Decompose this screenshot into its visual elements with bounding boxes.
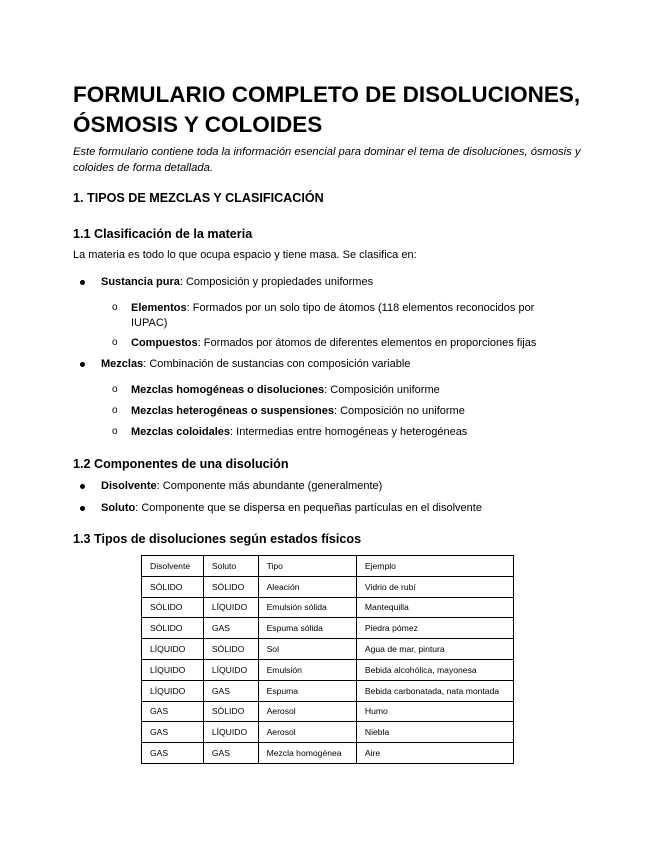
- term: Soluto: [101, 502, 136, 514]
- circle-bullet-icon: o: [112, 426, 118, 437]
- table-cell: SÓLIDO: [142, 597, 204, 618]
- table-cell: SÓLIDO: [203, 639, 258, 660]
- table-row: [142, 576, 514, 597]
- disoluciones-table: [141, 555, 514, 764]
- table-cell: GAS: [203, 618, 258, 639]
- section-1-heading: 1. TIPOS DE MEZCLAS Y CLASIFICACIÓN: [73, 191, 324, 205]
- table-cell: GAS: [142, 722, 204, 743]
- document-title: FORMULARIO COMPLETO DE DISOLUCIONES, ÓSMOSIS Y COLOIDES: [73, 82, 581, 137]
- list-item-mezclas: [101, 357, 581, 372]
- bullet-icon: [80, 506, 85, 511]
- header-cell: Soluto: [203, 556, 258, 577]
- subsection-1-3-heading: 1.3 Tipos de disoluciones según estados físicos: [73, 532, 362, 546]
- table-cell: SÓLIDO: [203, 576, 258, 597]
- table-row: [142, 680, 514, 701]
- table-cell: LÍQUIDO: [142, 680, 204, 701]
- table-row: [142, 722, 514, 743]
- table-row: [142, 659, 514, 680]
- table-cell: LÍQUIDO: [203, 722, 258, 743]
- table-header-row: [142, 556, 514, 577]
- table-row: [142, 597, 514, 618]
- table-cell: Mezcla homogénea: [258, 743, 356, 764]
- description: : Composición y propiedades uniformes: [179, 276, 374, 288]
- table-cell: Emulsión sólida: [258, 597, 356, 618]
- intro-paragraph: Este formulario contiene toda la información esencial para dominar el tema de disoluciones, ósmosis y coloides de forma detallada.: [73, 146, 581, 174]
- materia-paragraph: La materia es todo lo que ocupa espacio y tiene masa. Se clasifica en:: [73, 249, 417, 261]
- table-cell: Mantequilla: [356, 597, 513, 618]
- list-item-compuestos: [131, 336, 571, 351]
- table-cell: LÍQUIDO: [142, 659, 204, 680]
- table-cell: Emulsión: [258, 659, 356, 680]
- term: Sustancia pura: [101, 276, 180, 288]
- description: : Componente más abundante (generalmente): [156, 480, 383, 492]
- table-cell: Agua de mar, pintura: [356, 639, 513, 660]
- term: Mezclas heterogéneas o suspensiones: [131, 405, 334, 417]
- header-cell: Tipo: [258, 556, 356, 577]
- table-row: [142, 639, 514, 660]
- list-item-coloidales: [131, 425, 571, 440]
- table-cell: SÓLIDO: [203, 701, 258, 722]
- header-cell: Disolvente: [142, 556, 204, 577]
- description: : Combinación de sustancias con composición variable: [143, 358, 411, 370]
- term: Disolvente: [101, 480, 157, 492]
- circle-bullet-icon: o: [112, 384, 118, 395]
- circle-bullet-icon: o: [112, 405, 118, 416]
- table-cell: Sol: [258, 639, 356, 660]
- list-item-heterogeneas: [131, 404, 571, 419]
- table-cell: Piedra pómez: [356, 618, 513, 639]
- table-cell: SÓLIDO: [142, 576, 204, 597]
- table-cell: Vidrio de rubí: [356, 576, 513, 597]
- list-item-sustancia-pura: [101, 275, 581, 290]
- table-cell: GAS: [203, 680, 258, 701]
- table-cell: Aerosol: [258, 722, 356, 743]
- description: : Formados por un solo tipo de átomos (118 elementos reconocidos por IUPAC): [131, 302, 535, 329]
- list-item-disolvente: [101, 479, 581, 494]
- table-cell: Aleación: [258, 576, 356, 597]
- table-cell: Bebida carbonatada, nata montada: [356, 680, 513, 701]
- table-cell: Humo: [356, 701, 513, 722]
- table-cell: GAS: [142, 743, 204, 764]
- subsection-1-2-heading: 1.2 Componentes de una disolución: [73, 457, 289, 471]
- description: : Formados por átomos de diferentes elementos en proporciones fijas: [197, 337, 537, 349]
- term: Elementos: [131, 302, 187, 314]
- table-cell: Espuma: [258, 680, 356, 701]
- term: Mezclas coloidales: [131, 426, 231, 438]
- list-item-homogeneas: [131, 383, 571, 398]
- bullet-icon: [80, 362, 85, 367]
- table-cell: GAS: [142, 701, 204, 722]
- table-row: [142, 618, 514, 639]
- table-cell: Aerosol: [258, 701, 356, 722]
- table-cell: LÍQUIDO: [142, 639, 204, 660]
- bullet-icon: [80, 484, 85, 489]
- table-cell: GAS: [203, 743, 258, 764]
- term: Mezclas homogéneas o disoluciones: [131, 384, 325, 396]
- header-cell: Ejemplo: [356, 556, 513, 577]
- description: : Componente que se dispersa en pequeñas partículas en el disolvente: [135, 502, 482, 514]
- table-cell: Aire: [356, 743, 513, 764]
- table-cell: Espuma sólida: [258, 618, 356, 639]
- bullet-icon: [80, 280, 85, 285]
- subsection-1-1-heading: 1.1 Clasificación de la materia: [73, 227, 253, 241]
- description: : Composición no uniforme: [333, 405, 465, 417]
- term: Mezclas: [101, 358, 144, 370]
- circle-bullet-icon: o: [112, 337, 118, 348]
- list-item-soluto: [101, 501, 581, 516]
- table-cell: Niebla: [356, 722, 513, 743]
- table-cell: LÍQUIDO: [203, 659, 258, 680]
- table-cell: Bebida alcohólica, mayonesa: [356, 659, 513, 680]
- table-row: [142, 701, 514, 722]
- table-row: [142, 743, 514, 764]
- list-item-elementos: [131, 301, 571, 331]
- table-cell: SÓLIDO: [142, 618, 204, 639]
- circle-bullet-icon: o: [112, 302, 118, 313]
- description: : Composición uniforme: [324, 384, 440, 396]
- table-cell: LÍQUIDO: [203, 597, 258, 618]
- description: : Intermedias entre homogéneas y heterogéneas: [230, 426, 468, 438]
- term: Compuestos: [131, 337, 198, 349]
